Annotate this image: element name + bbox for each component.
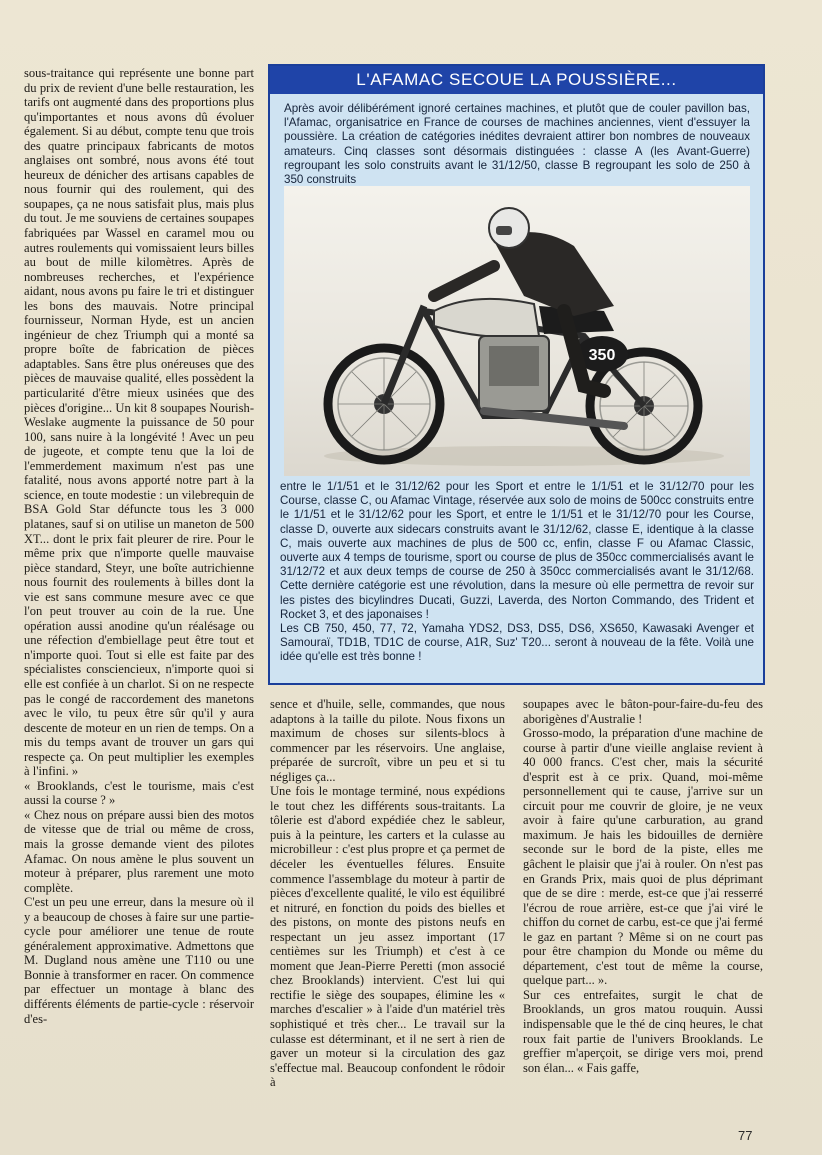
paragraph: sous-traitance qui représente une bonne part du prix de revient d'une belle restauration, les tarifs ont augmenté dans des proportions plus qu'importantes et nous avons dû évoluer également. Si au début, compte tenu que trois des quatre principaux fabricants de motos anglaises ont sombré, nous avons été tout heureux de dénicher des artisans capables de nous fournir qui des roulement, qui des soupapes, ça ne nous satisfait plus, mais plus du tout. Je me souviens de certaines soupapes fabriquées par Wassel en caramel mou ou autres roulements qui vomissaient leurs billes au bout de mille kilomètres. Après de nombreuses recherches, et l'expérience aidant, nous avons pu faire le tri et distinguer les bons des mauvais. Notre principal fournisseur, Norman Hyde, est un ancien ingénieur de chez Triumph qui a monté sa propre boîte de fabrication de pièces adaptables. Sans être plus onéreuses que des pièces de mauvaise qualité, elles possèdent la particularité d'être mieux usinées que des pièces d'origine... Un kit 8 soupapes Nourish-Weslake augmente la puissance de 50 pour 100, sans nuire à la longévité ! Avec un peu de jugeote, et compte tenu que la loi de l'emmerdement maximum n'est pas une fatalité, nous avons apporté notre part à la science, en toute modestie : un vilebrequin de BSA Gold Star défuncte tous les 3 000 platanes, sauf si on utilise un maneton de 500 XT... dont le prix fait pleurer de rire. Pour le même prix que n'importe quelle mauvaise pièce standard, Steyr, une boîte autrichienne nous fournit des roulements à billes dont la vie est sans commune mesure avec ce que l'on peut trouver au coin de la rue. Une opération aussi anodine qu'un réalésage ou une réfection d'embiellage peut être tout et n'importe quoi. Tout si elle est faite par des spécialistes consciencieux, n'importe quoi si elle est confiée à un charlot. Si on ne respecte pas le congé de raccordement des manetons avec le vilo, tu peux être sûr qu'il y aura descente de moteur en un rien de temps. On a mis du temps avant de trouver un gars qui respecte ça. On peut multiplier les exemples à l'infini. » bbox=[24, 66, 254, 779]
article-column-2 bbox=[270, 697, 505, 1117]
motorcycle-photo bbox=[284, 186, 750, 476]
race-number: 350 bbox=[588, 347, 616, 364]
paragraph: « Brooklands, c'est le tourisme, mais c'est aussi la course ? » bbox=[24, 778, 254, 808]
paragraph: Grosso-modo, la préparation d'une machine de course à partir d'une vieille anglaise revient à 40 000 francs. C'est cher, mais la sécurité d'esprit est à ce prix. Quand, moi-même personnellement qui te cause, j'arrive sur un circuit pour me couvrir de gloire, je ne veux avoir à faire qu'une carburation, au grand maximum. Je hais les bidouilles de dernière seconde sur le bord de la piste, elles me gâchent le plaisir que j'ai à rouler. On n'est pas en Grands Prix, mais quoi de plus déprimant que de se dire : merde, est-ce que j'ai resserré l'écrou de roue arrière, est-ce que j'ai viré le chiffon du cornet de carbu, est-ce que j'ai fermé le gaz en partant ? Même si on ne court pas pour être champion du Monde ou même du département, c'est tout de même la course, quelque part... ». bbox=[523, 726, 763, 988]
paragraph: « Chez nous on prépare aussi bien des motos de vitesse que de trial ou même de cross, mais la grosse demande vient des pilotes Afamac. On nous amène le plus souvent un moteur à préparer, plus rarement une moto complète. bbox=[24, 807, 254, 895]
paragraph: sence et d'huile, selle, commandes, que nous adaptons à la taille du pilote. Nous fixons un maximum de choses sur silents-blocs à commencer par les réservoirs. Une anglaise, préparée de surcroît, vibre un peu et si tu négliges ça... bbox=[270, 697, 505, 784]
sidebar-intro: Après avoir délibérément ignoré certaines machines, et plutôt que de couler pavillon bas, l'Afamac, organisatrice en France de courses de machines anciennes, vient d'essuyer la poussière. La création de catégories inédites devraient attirer bon nombres de nouveaux amateurs. Cinq classes sont désormais distinguées : classe A (les Avant-Guerre) regroupant les solo construits avant le 31/12/50, classe B regroupant les solo de 250 à 350 construits bbox=[284, 102, 750, 187]
article-column-3 bbox=[523, 697, 763, 1117]
racing-motorcycle-illustration bbox=[284, 186, 750, 476]
page-number: 77 bbox=[738, 1128, 753, 1143]
paragraph: Sur ces entrefaites, surgit le chat de Brooklands, un gros matou rouquin. Aussi indispensable que le thé de cinq heures, le chat roux fait partie de l'univers Brooklands. Le greffier m'aperçoit, se dirige vers moi, prend son élan... « Fais gaffe, bbox=[523, 987, 763, 1075]
paragraph: Une fois le montage terminé, nous expédions le tout chez les différents sous-traitants. La tôlerie est d'abord expédiée chez le sableur, puis à la peinture, les carters et la culasse au microbilleur : c'est plus propre et ça permet de déceler les éventuelles félures. Ensuite commence l'assemblage du moteur à partir de pièces d'excellente qualité, le vilo est équilibré et nitruré, en fonction du poids des bielles et des pistons, on monte des pistons neufs en respectant un jeu assez important (17 centièmes sur les Triumph) et c'est à ce moment que Jean-Pierre Peretti (mon associé chez Brooklands) intervient. C'est lui qui rectifie le siège des soupapes, élimine les « marches d'escalier » à l'aide d'un matériel très sophistiqué et très cher... Le travail sur la culasse est déterminant, et il ne sert à rien de gaver un moteur si la circulation des gaz s'effectue mal. Beaucoup confondent le rôdoir à bbox=[270, 784, 505, 1090]
article-column-1 bbox=[24, 66, 254, 1111]
sidebar-title: L'AFAMAC SECOUE LA POUSSIÈRE... bbox=[270, 66, 763, 94]
afamac-sidebar-box bbox=[268, 64, 765, 685]
sidebar-closing: Les CB 750, 450, 77, 72, Yamaha YDS2, DS3, DS5, DS6, XS650, Kawasaki Avenger et Samouraï, TD1B, TD1C de course, A1R, Suz' T20... seront à nouveau de la fête. Voilà une idée qu'elle est très bonne ! bbox=[280, 622, 754, 664]
paragraph: soupapes avec le bâton-pour-faire-du-feu des aborigènes d'Australie ! bbox=[523, 697, 763, 726]
paragraph: C'est un peu une erreur, dans la mesure où il y a beaucoup de choses à faire sur une partie-cycle pour améliorer une tenue de route généralement approximative. Admettons que M. Dugland nous amène une T110 ou une Bonnie à transformer en racer. On commence par effectuer un montage à blanc des différents éléments de partie-cycle : réservoir d'es- bbox=[24, 895, 254, 1026]
sidebar-continued: entre le 1/1/51 et le 31/12/62 pour les Sport et entre le 1/1/51 et le 31/12/70 pour les Course, classe C, ou Afamac Vintage, réservée aux solo de moins de 500cc construits entre le 1/1/51 et le 31/12/62 pour les Sport, et entre le 1/1/51 et le 31/12/70 pour les Course, classe D, ouverte aux sidecars construits avant le 31/12/62, classe E, identique à la classe C, mais ouverte aux machines de plus de 500 cc, enfin, classe F ou Afamac Classic, ouverte aux 4 temps de tourisme, sport ou course de plus de 350cc commercialisés avant le 31/12/72 et aux deux temps de course de 250 à 350cc commercialisés avant le 31/12/68. Cette dernière catégorie est une révolution, dans la mesure où elle permettra de revoir sur les pistes des bicylindres Ducati, Guzzi, Laverda, des Norton Commando, des Trident et Rocket 3, et des japonaises ! Les CB 750, 450, 77, 72, Yamaha YDS2, DS3, DS5, DS6, XS650, Kawasaki Avenger et Samouraï, TD1B, TD1C de course, A1R, Suz' T20... seront à nouveau de la fête. Voilà une idée qu'elle est très bonne ! bbox=[280, 480, 754, 664]
